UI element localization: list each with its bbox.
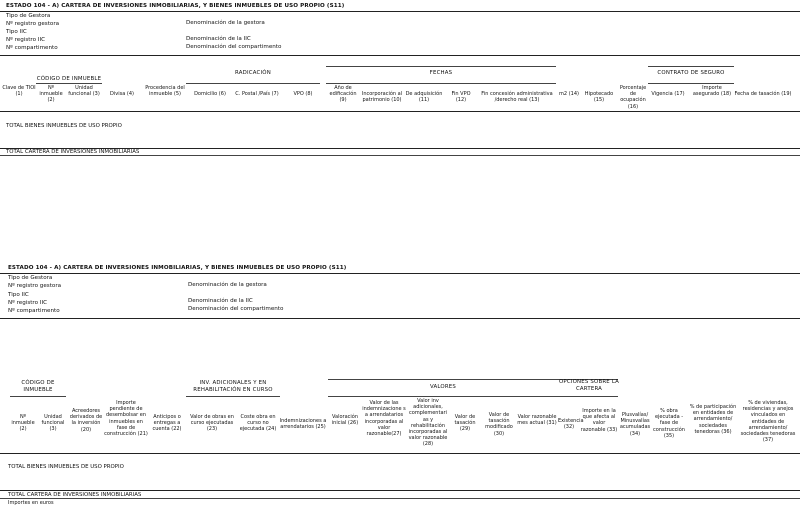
group-rule (10, 396, 66, 397)
meta-registro-gestora: Nº registro gestora (8, 283, 62, 289)
total-cartera-1: TOTAL CARTERA DE INVERSIONES INMOBILIARIAS (6, 149, 140, 155)
group-valores: VALORES (429, 384, 457, 390)
group-radicacion: RADICACIÓN (235, 70, 271, 76)
section1-title-rule (0, 11, 800, 12)
col-domicilio: Domicilio (6) (194, 91, 226, 97)
meta-compartimento: Nº compartimento (6, 45, 58, 51)
col-valor-inv-adicionales: Valor inv adicionales, complementari as y rehabilitación incorporadas al valor razonable (28) (408, 398, 448, 448)
meta-registro-iic: Nº registro IIC (6, 37, 46, 43)
meta-denominacion-iic: Denominación de la IIC (186, 36, 251, 42)
group-rule (186, 396, 280, 397)
group-rule (326, 83, 556, 84)
total-cartera-2: TOTAL CARTERA DE INVERSIONES INMOBILIARIAS (8, 492, 142, 498)
group-rule (326, 66, 556, 67)
meta-registro-gestora: Nº registro gestora (6, 21, 60, 27)
group-opciones-cartera: OPCIONES SOBRE LA CARTERA (558, 379, 620, 392)
meta-tipo-gestora: Tipo de Gestora (8, 275, 53, 281)
col-vpo: VPO (8) (293, 91, 313, 97)
col-plusvalias: Plusvalías/ Minusvalías acumuladas (34) (619, 412, 651, 437)
col-participacion: % de participación en entidades de arrendamiento/ sociedades tenedoras (36) (689, 404, 737, 435)
group-codigo-inmueble: CÓDIGO DE INMUEBLE (36, 76, 102, 82)
col-indemnizaciones: Indemnizaciones a arrendatarios (25) (279, 418, 327, 431)
group-contrato-seguro: CONTRATO DE SEGURO (657, 70, 725, 76)
section2-header-top-rule (0, 318, 800, 319)
col-valor-razonable: Valor razonable mes actual (31) (517, 414, 557, 427)
col-m2: m2 (14) (559, 91, 579, 97)
col-anio-edificacion: Año de edificación (9) (329, 85, 357, 104)
col-vigencia: Vigencia (17) (651, 91, 685, 97)
meta-denominacion-compartimento: Denominación del compartimento (186, 44, 282, 50)
meta-compartimento: Nº compartimento (8, 308, 60, 314)
group-rule (186, 83, 320, 84)
footnote-importes: Importes en euros (8, 500, 54, 506)
section1-total-cartera-rule (0, 155, 800, 156)
col-codigo-postal: C. Postal /País (7) (235, 91, 279, 97)
section2-title: ESTADO 104 - A) CARTERA DE INVERSIONES INMOBILIARIAS, Y BIENES INMUEBLES DE USO PROPIO (S11) (8, 265, 347, 271)
col-obras-curso-ejecutadas: Valor de obras en curso ejecutadas (23) (190, 414, 234, 433)
col-existencia: Existencia (32) (558, 418, 584, 431)
col-num-inmueble: Nº inmueble (2) (39, 85, 63, 104)
section1-header-bottom-rule (0, 111, 800, 112)
section2-total-rule (0, 490, 800, 491)
col-importe-asegurado: Importe asegurado (18) (692, 85, 732, 98)
group-fechas: FECHAS (429, 70, 453, 76)
group-rule (648, 83, 734, 84)
col-num-inmueble-2: Nº inmueble (2) (11, 414, 35, 433)
col-anticipos: Anticipos o entregas a cuenta (22) (152, 414, 182, 433)
meta-denominacion-compartimento: Denominación del compartimento (188, 306, 284, 312)
meta-denominacion-gestora: Denominación de la gestora (188, 282, 267, 288)
col-obra-ejecutada: % obra ejecutada - fase de construcción (35) (653, 408, 685, 439)
col-unidad-funcional-2: Unidad funcional (3) (41, 414, 65, 433)
col-valor-tasacion-modificado: Valor de tasación modificado (30) (485, 412, 513, 437)
meta-denominacion-gestora: Denominación de la gestora (186, 20, 265, 26)
col-fecha-tasacion: Fecha de tasación (19) (734, 91, 792, 97)
col-hipotecado: Hipotecado (15) (584, 91, 614, 104)
col-clave-tioi: Clave de TIOI (1) (2, 85, 36, 98)
group-codigo-inmueble-2: CÓDIGO DE INMUEBLE (21, 380, 55, 393)
col-incorporacion-patrimonio: Incorporación al patrimonio (10) (361, 91, 403, 104)
total-uso-propio-1: TOTAL BIENES INMUEBLES DE USO PROPIO (6, 123, 122, 129)
col-importe-afecta: Importe en la que afecta al valor razonable (33) (580, 408, 618, 433)
total-uso-propio-2: TOTAL BIENES INMUEBLES DE USO PROPIO (8, 464, 124, 470)
meta-registro-iic: Nº registro IIC (8, 300, 48, 306)
meta-tipo-gestora: Tipo de Gestora (6, 13, 51, 19)
group-rule (36, 83, 102, 84)
col-acreedores: Acreedores derivados de la inversión (20) (69, 408, 103, 433)
col-valor-tasacion: Valor de tasación (29) (454, 414, 476, 433)
col-fin-vpo: Fin VPO (12) (451, 91, 471, 104)
meta-denominacion-iic: Denominación de la IIC (188, 298, 253, 304)
col-valor-indemnizaciones: Valor de las indemnizacione s a arrendatarios incorporadas al valor razonable(27) (362, 400, 406, 438)
section1-title: ESTADO 104 - A) CARTERA DE INVERSIONES INMOBILIARIAS, Y BIENES INMUEBLES DE USO PROPIO (S11) (6, 3, 345, 9)
col-porcentaje-ocupacion: Porcentaje de ocupación (16) (619, 85, 647, 110)
section2-total-cartera-rule (0, 498, 800, 499)
group-rule (558, 396, 618, 397)
col-coste-obra-no-ejecutada: Coste obra en curso no ejecutada (24) (239, 414, 277, 433)
col-divisa: Divisa (4) (110, 91, 134, 97)
group-rule (328, 396, 558, 397)
section2-header-bottom-rule (0, 453, 800, 454)
col-viviendas: % de viviendas, residencias y anejos vinculados en entidades de arrendamiento/ sociedades tenedoras (37) (740, 400, 796, 444)
group-rule (648, 66, 734, 67)
col-procedencia: Procedencia del inmueble (5) (145, 85, 185, 98)
section2-title-rule (0, 273, 800, 274)
group-inv-adicionales: INV. ADICIONALES Y EN REHABILITACIÓN EN CURSO (193, 380, 273, 393)
section1-header-top-rule (0, 55, 800, 56)
col-valoracion-inicial: Valoración inicial (26) (331, 414, 359, 427)
col-de-adquisicion: De adquisición (11) (405, 91, 443, 104)
col-fin-concesion: Fin concesión administrativa /derecho real (13) (481, 91, 553, 104)
col-unidad-funcional: Unidad funcional (3) (68, 85, 100, 98)
col-importe-pendiente: Importe pendiente de desembolsar en inmuebles en fase de construcción (21) (104, 400, 148, 438)
meta-tipo-iic: Tipo IIC (6, 29, 27, 35)
meta-tipo-iic: Tipo IIC (8, 292, 29, 298)
